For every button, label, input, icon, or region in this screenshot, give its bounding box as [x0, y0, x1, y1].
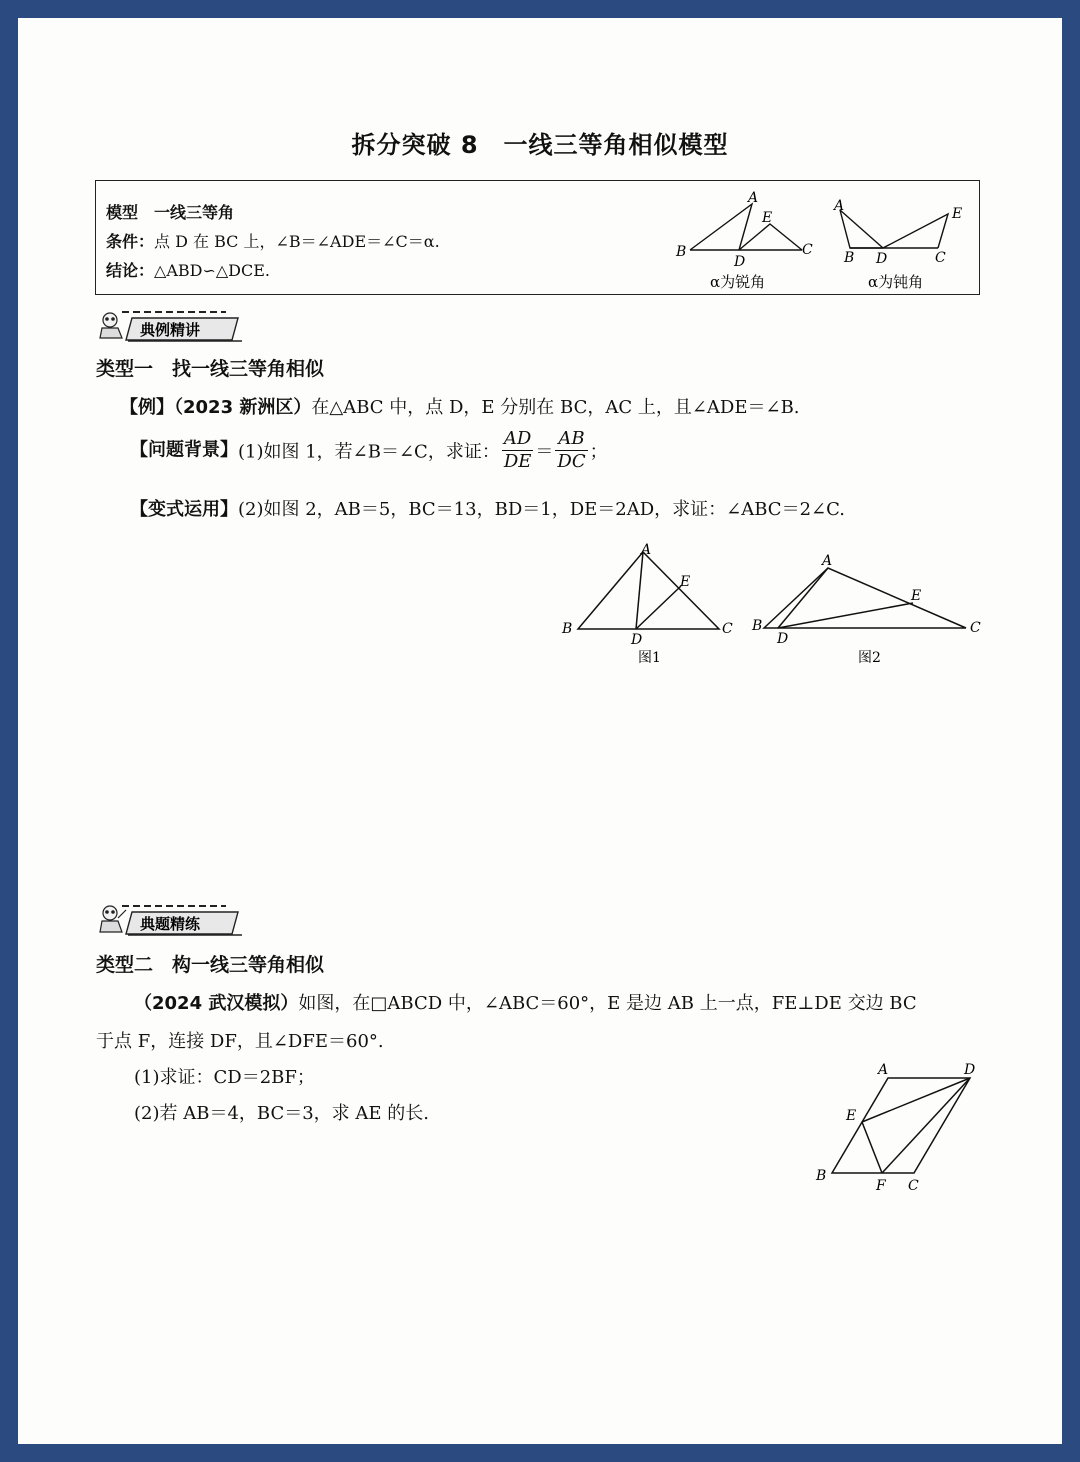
conclusion-label: 结论： [106, 261, 155, 280]
figure-2 [748, 548, 988, 670]
fig2-triangle-abc [764, 568, 966, 628]
practice-source: （2024 武汉模拟） [134, 993, 299, 1014]
q2-tag: 【变式运用】 [130, 499, 238, 520]
acute-model-figure [672, 186, 822, 292]
badge-text: 典例精讲 [140, 321, 201, 339]
fraction-ad-de [502, 428, 534, 473]
parallelogram-abcd [832, 1078, 970, 1173]
question-two-line [130, 495, 845, 521]
fig1-de-line [636, 586, 681, 629]
label-b: B [562, 621, 573, 637]
label-b: B [816, 1168, 827, 1184]
type-one-heading: 类型一 找一线三等角相似 [96, 358, 325, 380]
label-c: C [802, 242, 813, 258]
label-c: C [908, 1178, 919, 1194]
label-e: E [952, 206, 963, 222]
condition-label: 条件： [106, 232, 155, 251]
label-d: D [631, 632, 643, 648]
fig1-caption: 图1 [638, 650, 661, 666]
model-heading: 模型 一线三等角 [106, 203, 235, 222]
frac1-num: AD [502, 428, 534, 451]
label-b: B [676, 244, 687, 260]
label-e: E [680, 574, 691, 590]
label-a: A [878, 1062, 889, 1078]
example-badge [96, 308, 246, 344]
obtuse-triangle-dce [883, 214, 948, 248]
label-f: F [876, 1178, 886, 1194]
label-d: D [964, 1062, 976, 1078]
fig2-ad-line [778, 568, 828, 628]
practice-question-2: (2)若 AB＝4，BC＝3，求 AE 的长. [134, 1103, 429, 1124]
q1-text: (1)如图 1，若∠B＝∠C，求证： [238, 441, 500, 463]
conclusion-text: △ABD∽△DCE. [154, 261, 271, 280]
model-conclusion [106, 258, 270, 281]
label-e: E [762, 210, 773, 226]
fig1-ad-line [636, 552, 643, 629]
label-a: A [748, 190, 759, 206]
condition-text: 点 D 在 BC 上，∠B＝∠ADE＝∠C＝α. [154, 232, 440, 251]
frac1-den: DE [503, 451, 532, 472]
example-line [120, 393, 800, 419]
example-tag: 【例】 [120, 397, 174, 418]
acute-triangle-abd [690, 204, 752, 250]
model-condition [106, 229, 440, 252]
label-d: D [876, 251, 888, 267]
frac2-num: AB [555, 428, 587, 451]
label-e: E [846, 1108, 857, 1124]
label-b: B [844, 250, 855, 266]
obtuse-model-figure [828, 186, 978, 292]
fig2-de-line [778, 603, 913, 628]
acute-triangle-dce [739, 224, 802, 250]
label-d: D [777, 631, 789, 647]
practice-line-1-text: 如图，在□ABCD 中，∠ABC＝60°，E 是边 AB 上一点，FE⊥DE 交边 BC [298, 993, 917, 1014]
page-title: 拆分突破 8 一线三等角相似模型 [351, 131, 729, 159]
ef-line [862, 1122, 882, 1173]
df-line [882, 1078, 970, 1173]
practice-line-2: 于点 F，连接 DF，且∠DFE＝60°. [96, 1031, 384, 1052]
practice-line-1 [134, 989, 917, 1015]
badge-text: 典题精练 [140, 915, 201, 933]
ed-line [862, 1078, 970, 1122]
type-two-heading: 类型二 构一线三等角相似 [96, 954, 325, 976]
label-c: C [722, 621, 733, 637]
practice-question-1: (1)求证：CD＝2BF； [134, 1067, 315, 1088]
figure-1 [556, 538, 746, 670]
label-a: A [641, 542, 652, 558]
q1-tag: 【问题背景】 [130, 439, 238, 461]
label-e: E [911, 588, 922, 604]
example-text: 在△ABC 中，点 D，E 分别在 BC，AC 上，且∠ADE＝∠B. [311, 397, 800, 418]
fraction-ab-dc [555, 428, 587, 473]
obtuse-caption: α为钝角 [868, 273, 924, 291]
question-one-line [130, 428, 608, 473]
mascot-icon [100, 906, 126, 932]
example-source: （2023 新洲区） [174, 397, 312, 418]
q2-text: (2)如图 2，AB＝5，BC＝13，BD＝1，DE＝2AD，求证：∠ABC＝2∠C. [238, 499, 845, 520]
frac2-den: DC [557, 451, 586, 472]
label-d: D [734, 254, 746, 270]
label-a: A [834, 198, 845, 214]
label-a: A [822, 553, 833, 569]
label-b: B [752, 618, 763, 634]
q1-eq: ＝ [535, 441, 554, 463]
label-c: C [970, 620, 981, 636]
acute-caption: α为锐角 [710, 273, 766, 291]
q1-end: ； [589, 441, 608, 463]
practice-badge [96, 902, 246, 938]
fig2-caption: 图2 [858, 650, 881, 666]
obtuse-ad-line [840, 210, 883, 248]
label-c: C [935, 250, 946, 266]
parallelogram-figure [810, 1058, 990, 1198]
mascot-icon [100, 313, 122, 338]
